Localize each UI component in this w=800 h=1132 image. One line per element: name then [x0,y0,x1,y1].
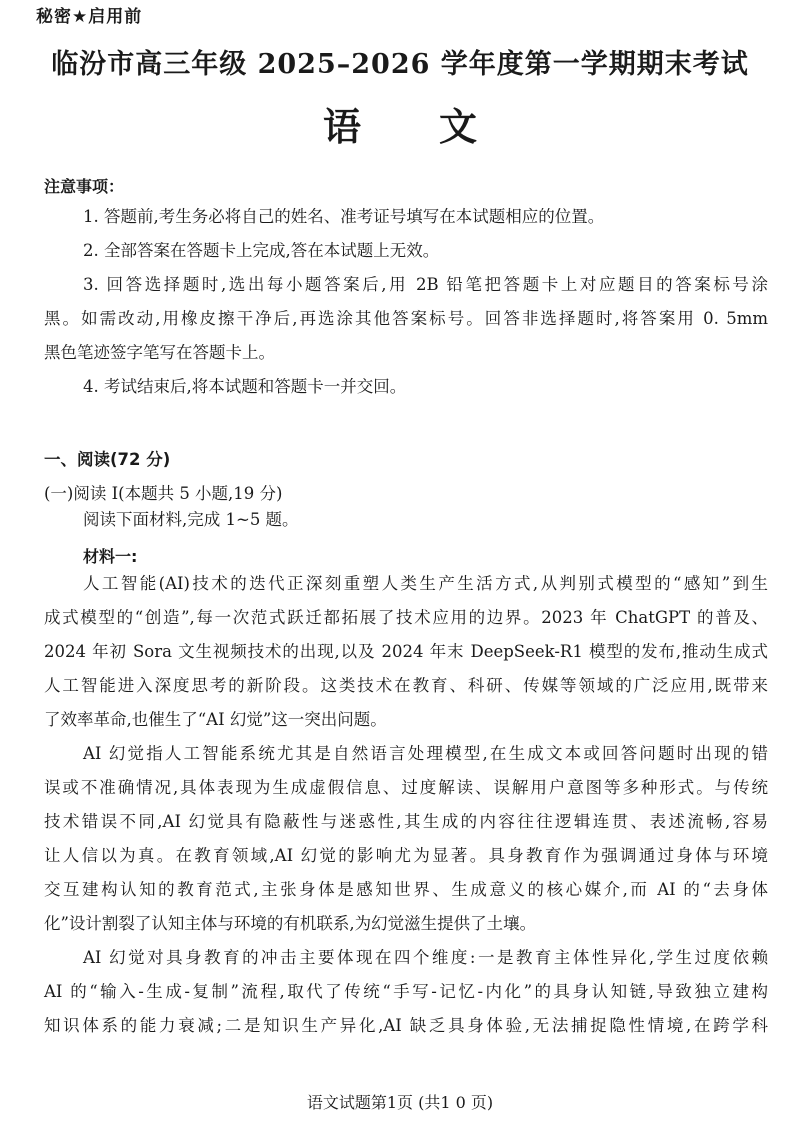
paragraph-2-line: 让人信以为真。在教育领域,AI 幻觉的影响尤为显著。具身教育作为强调通过身体与环境 [44,846,768,865]
paragraph-1-line: 人工智能(AI)技术的迭代正深刻重塑人类生产生活方式,从判别式模型的“感知”到生 [83,574,768,593]
material-label: 材料一: [83,547,138,566]
section-instruction: 阅读下面材料,完成 1~5 题。 [83,510,299,529]
page-footer: 语文试题第1页 (共1 0 页) [306,1093,494,1112]
paragraph-2-line: 误或不准确情况,具体表现为生成虚假信息、过度解读、误解用户意图等多种形式。与传统 [44,778,768,797]
note-item-1: 1. 答题前,考生务必将自己的姓名、准考证号填写在本试题相应的位置。 [83,207,605,226]
paragraph-2-line: 交互建构认知的教育范式,主张身体是感知世界、生成意义的核心媒介,而 AI 的“去身体 [44,880,768,899]
paragraph-2-line: 技术错误不同,AI 幻觉具有隐蔽性与迷惑性,其生成的内容往往逻辑连贯、表述流畅,容易 [44,812,768,831]
note-item-3-cont: 黑。如需改动,用橡皮擦干净后,再选涂其他答案标号。回答非选择题时,将答案用 0. 5mm [44,309,768,328]
paragraph-3-line: AI 幻觉对具身教育的冲击主要体现在四个维度:一是教育主体性异化,学生过度依赖 [83,948,768,967]
paragraph-1-line: 了效率革命,也催生了“AI 幻觉”这一突出问题。 [44,710,387,729]
exam-title: 临汾市高三年级 2025–2026 学年度第一学期期末考试 [51,49,749,80]
notes-heading: 注意事项： [44,177,125,196]
section-heading: 一、阅读(72 分) [44,450,171,469]
paragraph-3-line: AI 的“输入-生成-复制”流程,取代了传统“手写-记忆-内化”的具身认知链,导致独立建构 [44,982,768,1001]
paragraph-1-line: 2024 年初 Sora 文生视频技术的出现,以及 2024 年末 DeepSeek-R1 模型的发布,推动生成式 [44,642,768,661]
section-subheading: (一)阅读 I(本题共 5 小题,19 分) [44,484,283,503]
paragraph-1-line: 人工智能进入深度思考的新阶段。这类技术在教育、科研、传媒等领域的广泛应用,既带来 [44,676,768,695]
secret-mark: 秘密★启用前 [36,7,143,27]
paragraph-1-line: 成式模型的“创造”,每一次范式跃迁都拓展了技术应用的边界。2023 年 ChatGPT 的普及、 [44,608,768,627]
paragraph-2-line: AI 幻觉指人工智能系统尤其是自然语言处理模型,在生成文本或回答问题时出现的错 [83,744,768,763]
paragraph-2-line: 化”设计割裂了认知主体与环境的有机联系,为幻觉滋生提供了土壤。 [44,914,537,933]
subject-title: 语文 [322,105,555,149]
note-item-2: 2. 全部答案在答题卡上完成,答在本试题上无效。 [83,241,440,260]
paragraph-3-line: 知识体系的能力衰减;二是知识生产异化,AI 缺乏具身体验,无法捕捉隐性情境,在跨学科 [44,1016,768,1035]
note-item-3: 3. 回答选择题时,选出每小题答案后,用 2B 铅笔把答题卡上对应题目的答案标号涂 [83,275,768,294]
note-item-3-end: 黑色笔迹签字笔写在答题卡上。 [44,343,275,362]
note-item-4: 4. 考试结束后,将本试题和答题卡一并交回。 [83,377,407,396]
